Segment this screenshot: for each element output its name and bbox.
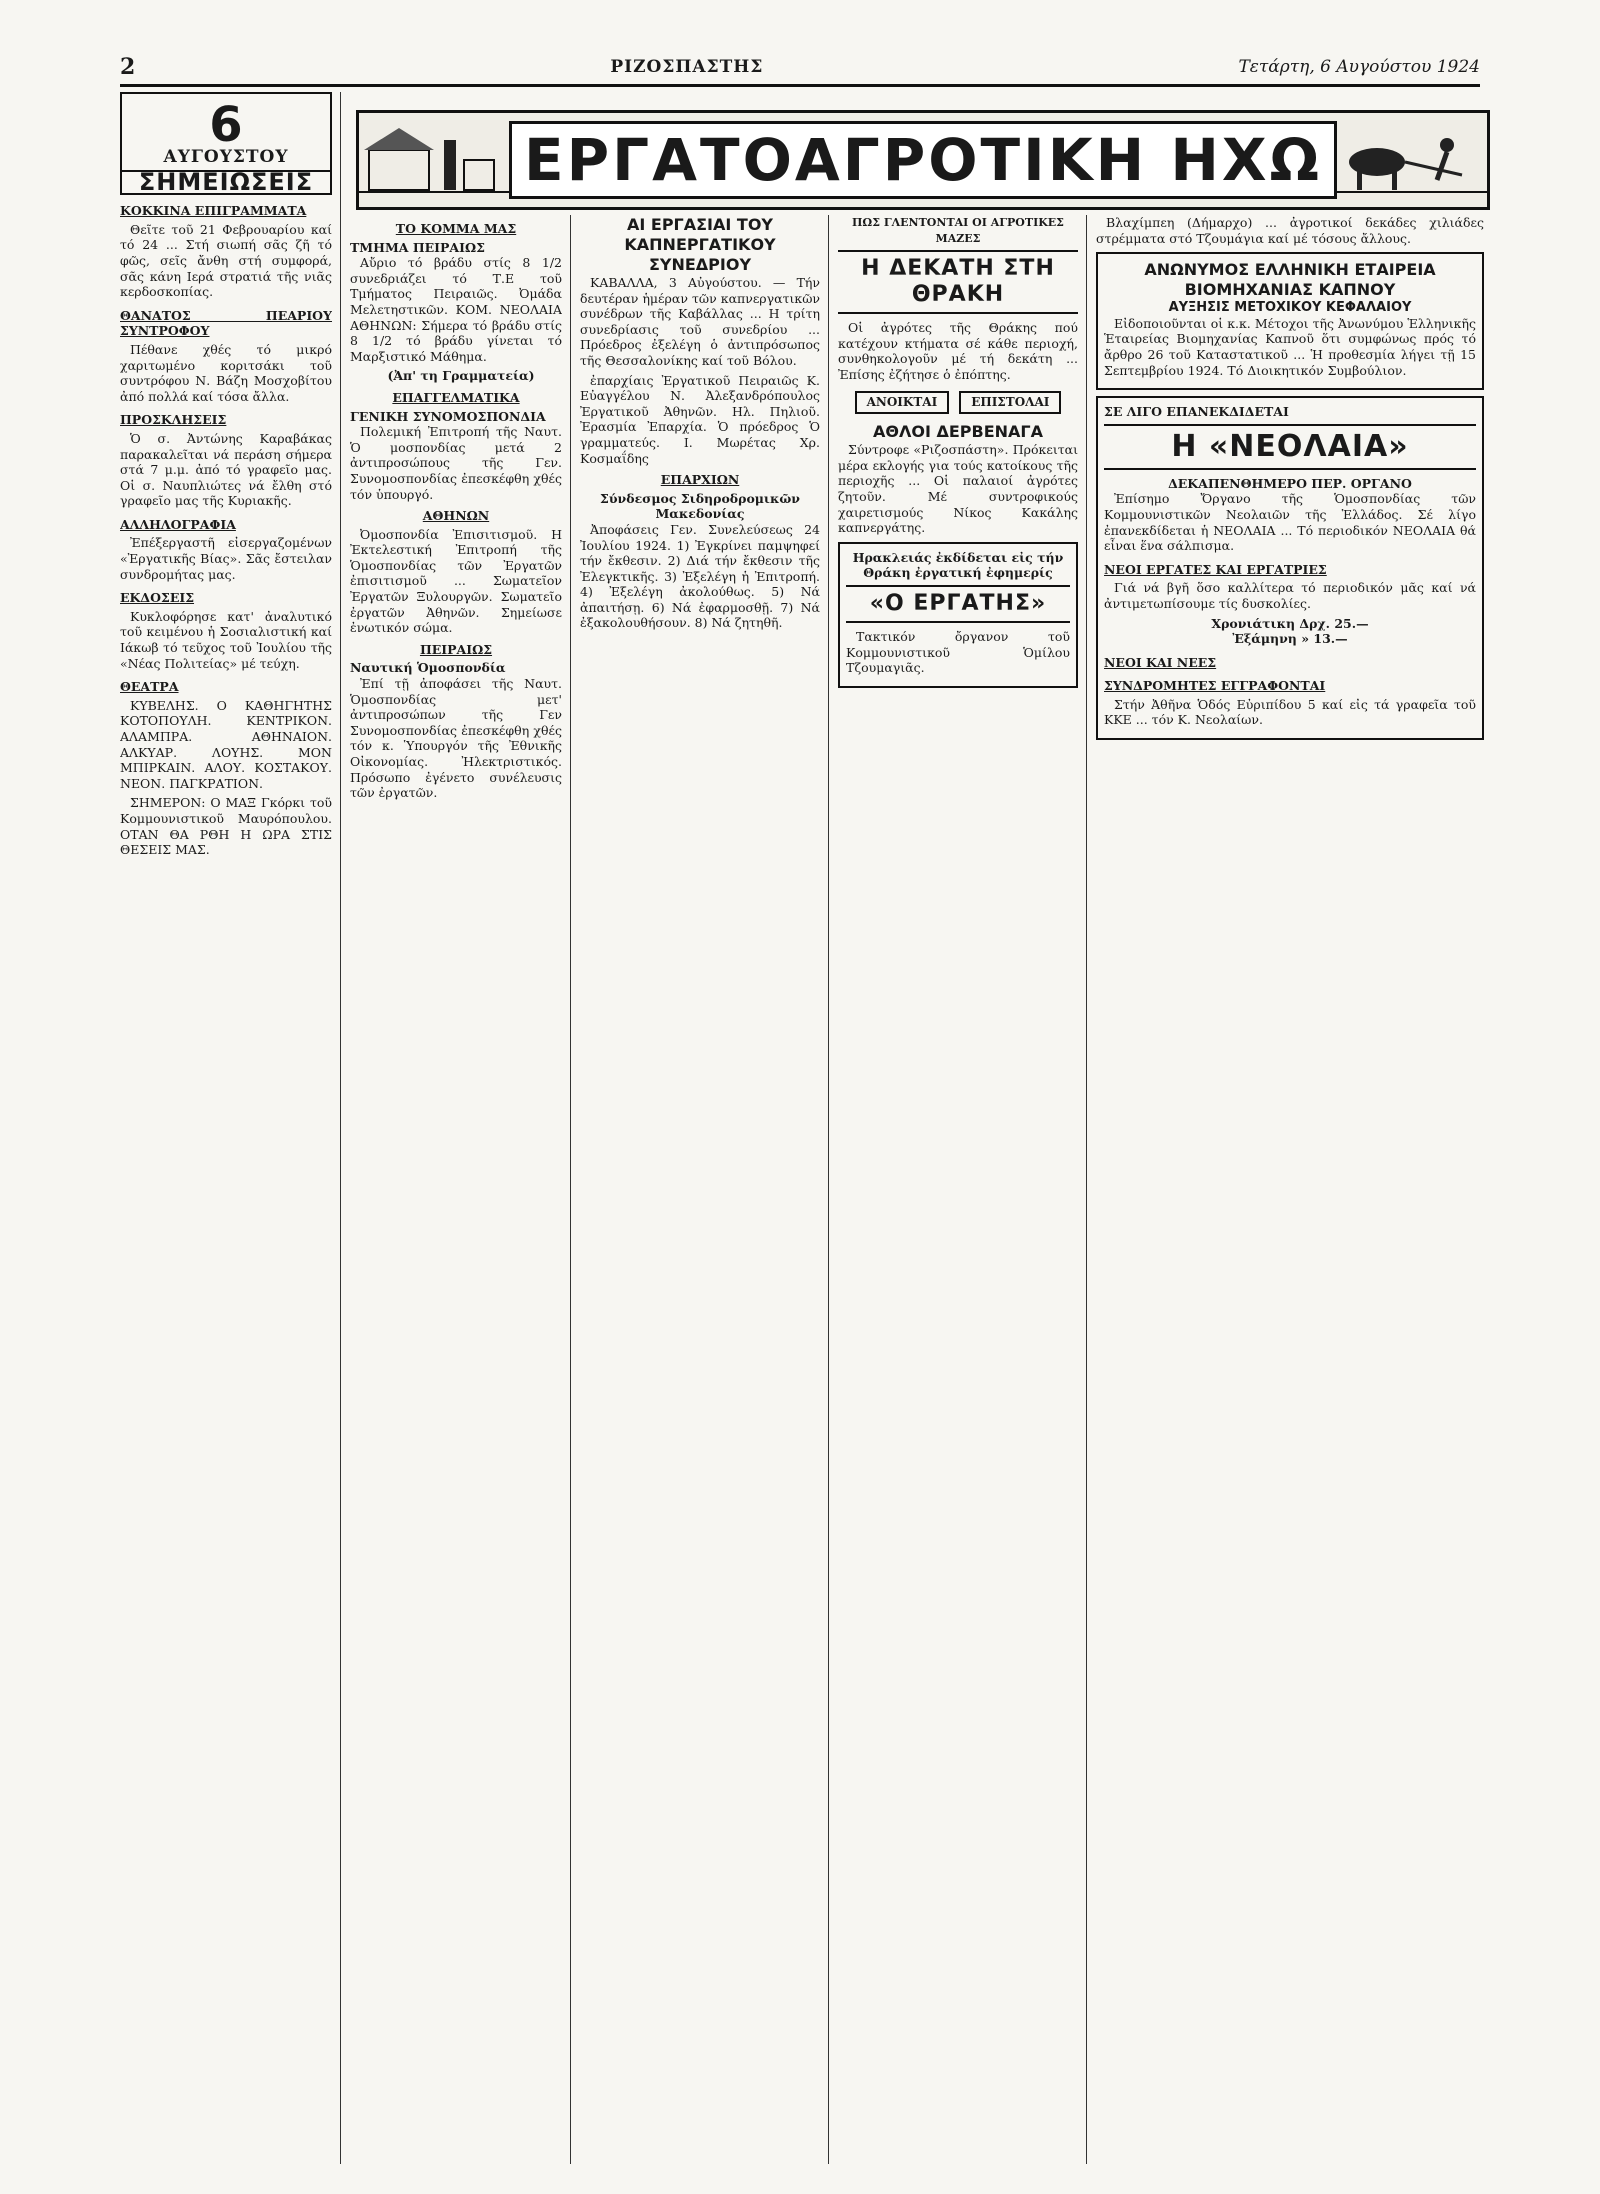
ergatis-title: «Ο ΕΡΓΑΤΗΣ» <box>846 585 1070 623</box>
provinces-text: Ἀποφάσεις Γεν. Συνελεύσεως 24 Ἰουλίου 1924. 1) Ἐγκρίνει παμψηφεί τήν ἔκθεσιν. 2) Διά τήν ἔκθεσιν τῆς Ἐλεγκτικῆς. 3) Ἐξελέγη ἡ Ἐπιτροπή. 4) Ἐξελέγη ἀκολούθως. 5) Νά ἀπαιτήσῃ. 6) Νά ἐφαρμοσθῇ. 7) Νά ἐξακολουθήσουν. 8) Νά ζητηθῆ. <box>580 521 820 631</box>
letters-label: ΕΠΙΣΤΟΛΑΙ <box>959 391 1061 415</box>
professional-text: Πολεμική Ἐπιτροπή τῆς Ναυτ. Ὁ μοσπονδίας μετά 2 ἀντιπροσώπους τῆς Γεν. Συνομοσπονδίας ἐπεσκέφθη χθές τόν ὑπουργό. <box>350 424 562 502</box>
heading-provinces: ΕΠΑΡΧΙΩΝ <box>660 472 740 488</box>
date-month: ΑΥΓΟΥΣΤΟΥ <box>163 147 289 167</box>
price-semiannual: Ἐξάμηνη » 13.— <box>1232 631 1348 647</box>
price-annual: Χρονιάτικη Δρχ. 25.— <box>1211 615 1369 631</box>
piraeus-text: Ἐπί τῇ ἀποφάσει τῆς Ναυτ. Ὁμοσπονδίας μετ' ἀντιπροσώπων τῆς Γεν Συνομοσπονδίας ἐπεσκέφθη χθές τόν κ. Ὑπουργόν τῆς Ἐθνικῆς Οἰκονομίας. Ἠλεκτριστικός. Πρόσωπο ἐγένετο συνέλευσις τῶν ἐργατῶν. <box>350 676 562 801</box>
open-letters-label: ΑΝΟΙΚΤΑΙ <box>855 391 950 415</box>
subheading-invitations: ΠΡΟΣΚΛΗΣΕΙΣ <box>120 412 227 428</box>
heading-party: ΤΟ ΚΟΜΜΑ ΜΑΣ <box>395 221 517 236</box>
headline-tithe-thrace: Η ΔΕΚΑΤΗ ΣΤΗ ΘΡΑΚΗ <box>838 250 1078 314</box>
young-workers-text: Γιά νά βγῆ ὅσο καλλίτερα τό περιοδικόν μᾶς καί νά ἀντιμετωπίσουμε τίς δυσκολίες. <box>1104 580 1476 611</box>
invitations-text: Ὁ σ. Ἀντώνης Καραβάκας παρακαλεῖται νά περάση σήμερα στά 7 μ.μ. ἀπό τό γραφεῖο μας. Οἱ σ. Ναυπλιώτες νά ἔλθη στό γραφεῖο μας τῆς Κυριακῆς. <box>120 430 332 509</box>
thrace-text: Οἱ ἀγρότες τῆς Θράκης πού κατέχουν κτήματα σέ κάθε περιοχή, συνθηκολογοῦν μέ τή δεκάτη ... Ἐπίσης ἐζήτησε ὁ ἐπόπτης. <box>838 320 1078 382</box>
header-rule <box>120 84 1480 87</box>
subheading-death: ΘΑΝΑΤΟΣ ΠΕΑΡΙΟΥ ΣΥΝΤΡΟΦΟΥ <box>120 307 332 339</box>
column-ads <box>1096 215 1484 2164</box>
subheading-naval-federation: Ναυτική Ὁμοσπονδία <box>350 660 506 676</box>
subheading-theatres: ΘΕΑΤΡΑ <box>120 679 179 695</box>
party-text: Αὔριο τό βράδυ στίς 8 1/2 συνεδριάζει τό Τ.Ε τοῦ Τμήματος Πειραιῶς. Ὀμάδα Μελετηστικῶν. ΚΟΜ. ΝΕΟΛΑΙΑ ΑΘΗΝΩΝ: Σήμερα τό βράδυ στίς 8 1/2 τό βράδυ γίνεται τό Μαρξιστικό Μάθημα. <box>350 255 562 364</box>
dervenagas-text: Σύντροφε «Ριζοσπάστη». Πρόκειται μέρα εκλογής για τούς κατοίκους τῆς περιοχῆς ... Οἱ παλαιοί ἀγρότες ζητοῦν. Μέ συντροφικούς χαιρετισμούς Νίκος Κακάλης καπνεργάτης. <box>838 442 1078 536</box>
column-congress <box>580 215 820 2164</box>
closing-note: ΣΗΜΕΡΟΝ: Ο ΜΑΞ Γκόρκι τοῦ Κομμουνιστικοῦ Μαυρόπουλου. ΟΤΑΝ ΘΑ ΡΘΗ Η ΩΡΑ ΣΤΙΣ ΘΕΣΕΙΣ ΜΑΣ. <box>120 795 332 858</box>
heading-professional: ΕΠΑΓΓΕΛΜΑΤΙΚΑ <box>392 389 520 405</box>
continued-text: Βλαχίμπεη (Δήμαρχο) ... ἀγροτικοί δεκάδες χιλιάδες στρέμματα στό Τζουμάγια καί μέ τόσους ἄλλους. <box>1096 215 1484 246</box>
athens-text: Ὀμοσπονδία Ἐπισιτισμοῦ. Η Ἐκτελεστική Ἐπιτροπή τῆς Ὁμοσπονδίας τῶν Ἐργατῶν ἐπισιτισμοῦ ... Σωματεῖον Ἐργατῶν Ξυλουργῶν. Σωματεῖο ἐργατῶν Ἀθηνῶν. Σημείωσε ἐνωτικόν σώμα. <box>350 526 562 636</box>
heading-athens: ΑΘΗΝΩΝ <box>422 508 490 524</box>
page-number: 2 <box>120 54 136 80</box>
capital-increase-heading: ΑΥΞΗΣΙΣ ΜΕΤΟΧΙΚΟΥ ΚΕΦΑΛΑΙΟΥ <box>1168 300 1412 316</box>
headline-dervenagas: ΑΘΛΟΙ ΔΕΡΒΕΝΑΓΑ <box>872 422 1043 442</box>
banner-title: ΕΡΓΑΤΟΑΓΡΟΤΙΚΗ ΗΧΩ <box>509 121 1337 199</box>
date-line: Τετάρτη, 6 Αυγούστου 1924 <box>1238 57 1480 77</box>
epigrams-text: Θεῖτε τοῦ 21 Φεβρουαρίου καί τό 24 ... Στή σιωπή σᾶς ζῆ τό φῶς, σεῖς ἄνθη στή συμφορά, σᾶς κάνη Ιερά στρατιά τῆς νιᾶς κερδοσκοπίας. <box>120 221 332 300</box>
letters-header <box>838 391 1078 415</box>
company-name: ΑΝΩΝΥΜΟΣ ΕΛΛΗΝΙΚΗ ΕΤΑΙΡΕΙΑ <box>1144 260 1436 280</box>
headline-tobacco-congress: ΑΙ ΕΡΓΑΣΙΑΙ ΤΟΥ ΚΑΠΝΕΡΓΑΤΙΚΟΥ ΣΥΝΕΔΡΙΟΥ <box>624 215 776 274</box>
column-divider <box>340 92 341 2164</box>
company-notice-text: Εἰδοποιοῦνται οἱ κ.κ. Μέτοχοι τῆς Ἀνωνύμου Ἑλληνικῆς Ἑταιρείας Βιομηχανίας Καπνοῦ ὅτι συμφώνως πρός τό ἄρθρο 26 τοῦ Καταστατικοῦ ... Ἡ προθεσμία λήγει τῇ 15 Σεπτεμβρίου 1924. Τό Διοικητικόν Συμβούλιον. <box>1104 315 1476 378</box>
section-title: ΣΗΜΕΙΩΣΕΙΣ <box>122 170 330 194</box>
column-divider <box>828 215 829 2164</box>
subheading-piraeus-section: ΤΜΗΜΑ ΠΕΙΡΑΙΩΣ <box>350 239 485 255</box>
column-notes <box>120 92 332 2164</box>
company-industry: ΒΙΟΜΗΧΑΝΙΑΣ ΚΑΠΝΟΥ <box>1184 280 1396 300</box>
correspondence-text: Ἐπέξεργαστῆ εἰσεργαζομένων «Ἐργατικῆς Βίας». Σᾶς ἔστειλαν συνδρομήτας μας. <box>120 535 332 582</box>
subheading-epigrams: ΚΟΚΚΙΝΑ ΕΠΙΓΡΑΜΜΑΤΑ <box>120 203 307 219</box>
date-day: 6 <box>209 97 243 153</box>
subheading-publications: ΕΚΔΟΣΕΙΣ <box>120 590 195 606</box>
column-divider <box>1086 215 1087 2164</box>
column-party <box>350 215 562 2164</box>
death-text: Πέθανε χθές τό μικρό χαριτωμένο κοριτσάκι τοῦ συντρόφου Ν. Βάζη Μοσχοβίτου ἀπό πολλά καί τόσα ἄλλα. <box>120 341 332 404</box>
page-header <box>120 55 1480 79</box>
section-banner <box>356 110 1490 210</box>
neolaia-title: Η «ΝΕΟΛΑΙΑ» <box>1104 424 1476 470</box>
farm-scene-illustration <box>359 120 509 200</box>
neolaia-notice <box>1096 396 1484 740</box>
date-box <box>120 92 332 195</box>
subscribers-text: Στήν Ἀθῆνα Ὁδός Εὐριπίδου 5 καί εἰς τά γραφεῖα τοῦ ΚΚΕ ... τόν Κ. Νεολαίων. <box>1104 696 1476 728</box>
publications-text: Κυκλοφόρησε κατ' ἀναλυτικό τοῦ κειμένου ἡ Σοσιαλιστική καί Ιάκωβ τό τεῦχος τοῦ Ἰουλίου τῆς «Νέας Πολιτείας» μέ τεύχη. <box>120 608 332 671</box>
subscribers-heading: ΣΥΝΔΡΟΜΗΤΕΣ ΕΓΓΡΑΦΟΝΤΑΙ <box>1104 678 1326 694</box>
party-signature: (Ἀπ' τη Γραμματεία) <box>387 368 535 384</box>
column-thrace <box>838 215 1078 2164</box>
tobacco-company-notice <box>1096 252 1484 390</box>
neolaia-kicker: ΣΕ ΛΙΓΟ ΕΠΑΝΕΚΔΙΔΕΤΑΙ <box>1104 404 1289 420</box>
kicker-agrarian: ΠΩΣ ΓΛΕΝΤΟΝΤΑΙ ΟΙ ΑΓΡΟΤΙΚΕΣ ΜΑΖΕΣ <box>852 216 1064 245</box>
ergatis-kicker: Ηρακλειάς ἐκδίδεται εἰς τήν Θράκη ἐργατική ἐφημερίς <box>852 549 1064 581</box>
congress-text: ΚΑΒΑΛΛΑ, 3 Αὐγούστου. — Τήν δευτέραν ἡμέραν τῶν καπνεργατικῶν συνέδρων τῆς Καβάλλας ... Η τρίτη συνεδρίασις τοῦ συνεδρίου ... Πρόεδρος ἐξελέγη ὁ ἀντιπρόσωπος τῆς Θεσσαλονίκης καί τοῦ Βόλου. <box>580 275 820 368</box>
neolaia-text: Ἐπίσημο Ὄργανο τῆς Ὁμοσπονδίας τῶν Κομμουνιστικῶν Νεολαιῶν τῆς Ἑλλάδος. Σέ λίγο ἐπανεκδίδεται ἡ ΝΕΟΛΑΙΑ ... Τό περιοδικόν ΝΕΟΛΑΙΑ θά εἶναι ἕνα σάλπισμα. <box>1104 491 1476 554</box>
masthead: ΡΙΖΟΣΠΑΣΤΗΣ <box>610 57 764 77</box>
plowing-oxen-illustration <box>1337 120 1487 200</box>
subheading-correspondence: ΑΛΛΗΛΟΓΡΑΦΙΑ <box>120 516 236 532</box>
ergatis-text: Τακτικόν ὄργανον τοῦ Κομμουνιστικοῦ Ὁμίλου Τζουμαγιᾶς. <box>846 628 1070 676</box>
congress-signatures: ἐπαρχίαις Ἐργατικοῦ Πειραιῶς Κ. Εὐαγγέλου Ν. Ἀλεξανδρόπουλος Ἐργατικοῦ Ἀθηνῶν. Ηλ. Πηλιοῦ. Ἐρασμία Ἐπαρχία. Ὁ πρόεδρος Ὁ γραμματεύς. Ι. Μωρέτας Χρ. Κοσμαΐδης <box>580 372 820 466</box>
subheading-railway-union: Σύνδεσμος Σιδηροδρομικῶν Μακεδονίας <box>600 490 800 522</box>
subheading-general-confederation: ΓΕΝΙΚΗ ΣΥΝΟΜΟΣΠΟΝΔΙΑ <box>350 408 546 424</box>
column-divider <box>570 215 571 2164</box>
youth-heading: ΝΕΟΙ ΚΑΙ ΝΕΕΣ <box>1104 654 1217 670</box>
heading-piraeus: ΠΕΙΡΑΙΩΣ <box>419 641 493 657</box>
young-workers-heading: ΝΕΟΙ ΕΡΓΑΤΕΣ ΚΑΙ ΕΡΓΑΤΡΙΕΣ <box>1104 561 1327 577</box>
theatres-text: ΚΥΒΕΛΗΣ. Ο ΚΑΘΗΓΗΤΗΣ ΚΟΤΟΠΟΥΛΗ. ΚΕΝΤΡΙΚΟΝ. ΑΛΑΜΠΡΑ. ΑΘΗΝΑΙΟΝ. ΑΛΚΥΑΡ. ΛΟΥΗΣ. ΜΟΝ ΜΠΙΡΚΑΙΝ. ΑΛΟΥ. ΚΟΣΤΑΚΟΥ. ΝΕΟΝ. ΠΑΓΚΡΑΤΙΟΝ. <box>120 697 332 791</box>
neolaia-subtitle: ΔΕΚΑΠΕΝΘΗΜΕΡΟ ΠΕΡ. ΟΡΓΑΝΟ <box>1168 475 1412 491</box>
ergatis-notice <box>838 542 1078 688</box>
